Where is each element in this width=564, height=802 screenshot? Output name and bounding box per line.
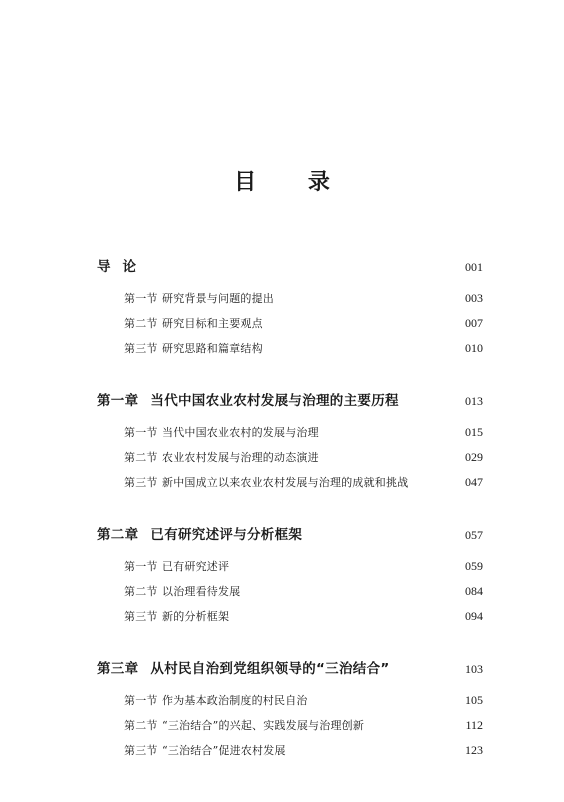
section-label: 第二节 [124, 719, 158, 732]
section-title-text: “三治结合”的兴起、实践发展与治理创新 [162, 719, 365, 732]
section-page-number: 084 [465, 584, 483, 598]
chapter-label: 导论 [97, 259, 148, 275]
chapter-title-text: 从村民自治到党组织领导的“三治结合” [150, 661, 390, 677]
section-label: 第一节 [124, 560, 158, 573]
toc-chapter-1[interactable] [97, 389, 483, 415]
page-title: 目 录 [234, 170, 352, 195]
section-heading [124, 449, 319, 465]
toc-section-entry[interactable] [97, 474, 483, 499]
section-label: 第二节 [124, 317, 158, 330]
section-label: 第二节 [124, 451, 158, 464]
toc-section-entry[interactable] [97, 340, 483, 365]
chapter-page-number: 001 [465, 260, 483, 274]
section-label: 第三节 [124, 744, 158, 757]
section-title-text: 新中国成立以来农业农村发展与治理的成就和挑战 [162, 476, 409, 489]
section-page-number: 123 [465, 743, 483, 757]
chapter-label: 第一章 [97, 393, 139, 409]
section-title-text: 研究背景与问题的提出 [162, 292, 274, 305]
section-title-text: “三治结合”促进农村发展 [162, 744, 286, 757]
section-page-number: 007 [465, 316, 483, 330]
toc-section-entry[interactable] [97, 558, 483, 583]
toc-section-entry[interactable] [97, 449, 483, 474]
section-label: 第一节 [124, 694, 158, 707]
section-heading [124, 290, 274, 306]
toc-section-entry[interactable] [97, 583, 483, 608]
chapter-page-number: 013 [465, 394, 483, 408]
chapter-title-text: 已有研究述评与分析框架 [150, 527, 303, 543]
section-title-text: 农业农村发展与治理的动态演进 [162, 451, 319, 464]
chapter-heading [97, 657, 390, 677]
section-label: 第一节 [124, 426, 158, 439]
section-title-text: 以治理看待发展 [162, 585, 241, 598]
section-label: 第二节 [124, 585, 158, 598]
toc-section-entry[interactable] [97, 742, 483, 767]
section-list [97, 692, 483, 767]
section-heading [124, 742, 286, 758]
section-page-number: 047 [465, 475, 483, 489]
section-page-number: 003 [465, 291, 483, 305]
section-heading [124, 583, 240, 599]
table-of-contents [97, 255, 483, 767]
section-page-number: 015 [465, 425, 483, 439]
section-heading [124, 340, 263, 356]
section-page-number: 112 [465, 718, 483, 732]
section-page-number: 094 [465, 609, 483, 623]
section-page-number: 059 [465, 559, 483, 573]
section-list [97, 558, 483, 633]
section-title-text: 新的分析框架 [162, 610, 230, 623]
section-title-text: 研究思路和篇章结构 [162, 342, 263, 355]
chapter-page-number: 103 [465, 662, 483, 676]
section-page-number: 029 [465, 450, 483, 464]
section-title-text: 研究目标和主要观点 [162, 317, 263, 330]
toc-section-entry[interactable] [97, 315, 483, 340]
chapter-page-number: 057 [465, 528, 483, 542]
section-heading [124, 608, 229, 624]
section-title-text: 已有研究述评 [162, 560, 230, 573]
section-page-number: 010 [465, 341, 483, 355]
chapter-title-text: 当代中国农业农村发展与治理的主要历程 [150, 393, 399, 409]
toc-chapter-2[interactable] [97, 523, 483, 549]
chapter-label: 第三章 [97, 661, 139, 677]
section-label: 第三节 [124, 476, 158, 489]
toc-section-entry[interactable] [97, 717, 483, 742]
toc-section-entry[interactable] [97, 424, 483, 449]
section-label: 第三节 [124, 342, 158, 355]
section-heading [124, 424, 319, 440]
section-label: 第三节 [124, 610, 158, 623]
chapter-label: 第二章 [97, 527, 139, 543]
section-heading [124, 558, 229, 574]
section-list [97, 424, 483, 499]
toc-section-entry[interactable] [97, 290, 483, 315]
toc-chapter-3[interactable] [97, 657, 483, 683]
toc-section-entry[interactable] [97, 608, 483, 633]
section-title-text: 作为基本政治制度的村民自治 [162, 694, 308, 707]
section-heading [124, 692, 308, 708]
section-heading [124, 315, 263, 331]
chapter-heading [97, 523, 302, 543]
section-title-text: 当代中国农业农村的发展与治理 [162, 426, 319, 439]
section-heading [124, 474, 408, 490]
section-list [97, 290, 483, 365]
section-heading [124, 717, 364, 733]
chapter-heading [97, 255, 148, 275]
section-page-number: 105 [465, 693, 483, 707]
toc-section-entry[interactable] [97, 692, 483, 717]
section-label: 第一节 [124, 292, 158, 305]
chapter-heading [97, 389, 399, 409]
toc-chapter-intro[interactable] [97, 255, 483, 281]
